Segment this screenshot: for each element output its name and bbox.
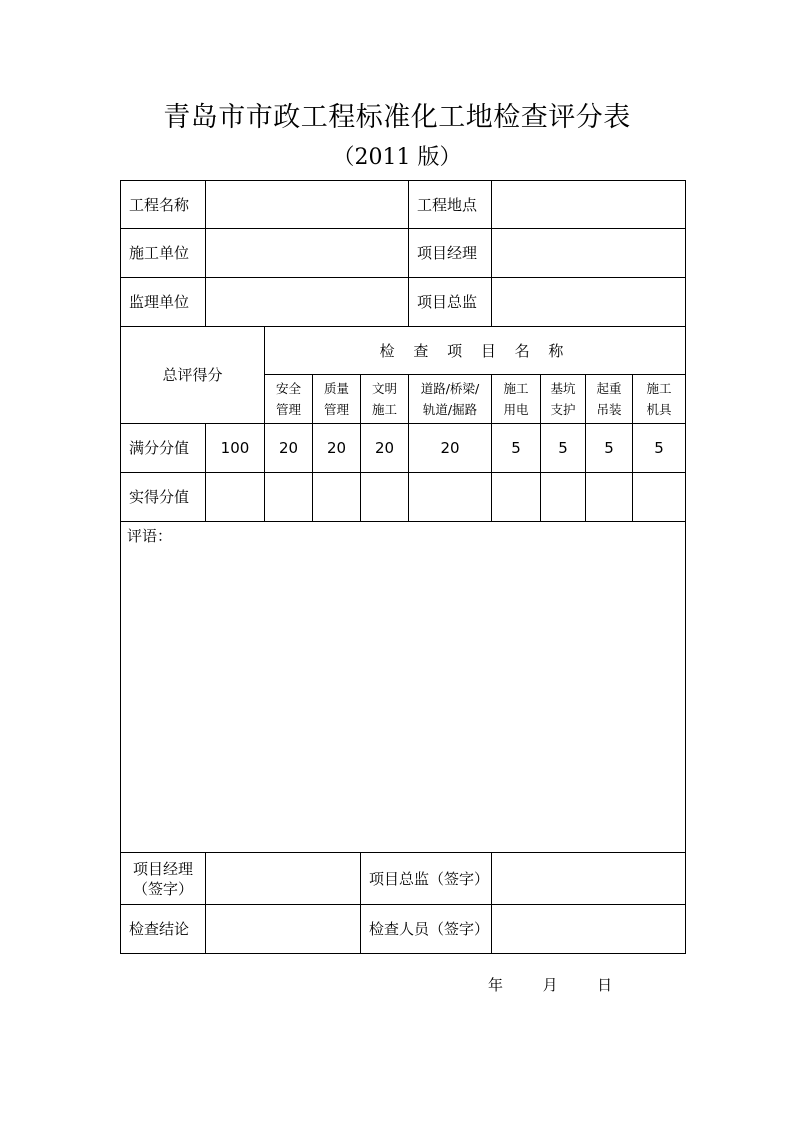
full-score-row	[121, 424, 686, 473]
chief-supervisor-field[interactable]	[492, 278, 686, 327]
inspector-sign-label: 检查人员（签字）	[361, 905, 492, 954]
pm-sign-row	[121, 853, 686, 905]
actual-score-field[interactable]	[409, 473, 492, 522]
category-safety: 安全 管理	[265, 375, 313, 424]
category-road-bridge: 道路/桥梁/ 轨道/掘路	[409, 375, 492, 424]
chief-sign-field[interactable]	[492, 853, 686, 905]
items-header: 检 查 项 目 名 称	[265, 327, 686, 375]
contractor-label: 施工单位	[121, 229, 206, 278]
category-hoisting: 起重 吊装	[586, 375, 633, 424]
remarks-row	[121, 522, 686, 853]
total-score-label: 总评得分	[121, 327, 265, 424]
full-score-value: 5	[586, 424, 633, 473]
date-line	[488, 975, 612, 995]
full-score-label: 满分分值	[121, 424, 206, 473]
contractor-field[interactable]	[206, 229, 409, 278]
supervisor-row	[121, 278, 686, 327]
actual-score-field[interactable]	[586, 473, 633, 522]
actual-score-field[interactable]	[265, 473, 313, 522]
supervisor-label: 监理单位	[121, 278, 206, 327]
category-machinery: 施工 机具	[633, 375, 686, 424]
conclusion-field[interactable]	[206, 905, 361, 954]
conclusion-label: 检查结论	[121, 905, 206, 954]
full-score-value: 20	[313, 424, 361, 473]
actual-score-field[interactable]	[541, 473, 586, 522]
actual-score-field[interactable]	[492, 473, 541, 522]
full-score-value: 5	[541, 424, 586, 473]
date-day: 日	[597, 976, 613, 994]
remarks-label: 评语：	[127, 527, 173, 545]
full-score-value: 20	[361, 424, 409, 473]
category-quality: 质量 管理	[313, 375, 361, 424]
full-score-value: 20	[265, 424, 313, 473]
inspector-sign-field[interactable]	[492, 905, 686, 954]
project-name-field[interactable]	[206, 181, 409, 229]
full-score-total: 100	[206, 424, 265, 473]
chief-sign-label: 项目总监（签字）	[361, 853, 492, 905]
full-score-value: 20	[409, 424, 492, 473]
supervisor-field[interactable]	[206, 278, 409, 327]
project-manager-label: 项目经理	[409, 229, 492, 278]
remarks-field[interactable]	[121, 522, 686, 853]
actual-score-field[interactable]	[313, 473, 361, 522]
chief-supervisor-label: 项目总监	[409, 278, 492, 327]
date-year: 年	[488, 976, 504, 994]
actual-score-row	[121, 473, 686, 522]
actual-score-label: 实得分值	[121, 473, 206, 522]
project-manager-field[interactable]	[492, 229, 686, 278]
category-civilized: 文明 施工	[361, 375, 409, 424]
pm-sign-field[interactable]	[206, 853, 361, 905]
form-subtitle: （2011 版）	[332, 145, 462, 170]
items-header-row	[121, 327, 686, 375]
project-location-field[interactable]	[492, 181, 686, 229]
pm-sign-label: 项目经理 （签字）	[121, 853, 206, 905]
actual-score-total-field[interactable]	[206, 473, 265, 522]
category-electricity: 施工 用电	[492, 375, 541, 424]
category-foundation-pit: 基坑 支护	[541, 375, 586, 424]
actual-score-field[interactable]	[361, 473, 409, 522]
project-name-label: 工程名称	[121, 181, 206, 229]
form-title: 青岛市市政工程标准化工地检查评分表	[163, 102, 631, 133]
actual-score-field[interactable]	[633, 473, 686, 522]
date-month: 月	[542, 976, 558, 994]
project-name-row	[121, 181, 686, 229]
conclusion-row	[121, 905, 686, 954]
full-score-value: 5	[633, 424, 686, 473]
full-score-value: 5	[492, 424, 541, 473]
contractor-row	[121, 229, 686, 278]
inspection-form-table	[120, 180, 686, 954]
project-location-label: 工程地点	[409, 181, 492, 229]
